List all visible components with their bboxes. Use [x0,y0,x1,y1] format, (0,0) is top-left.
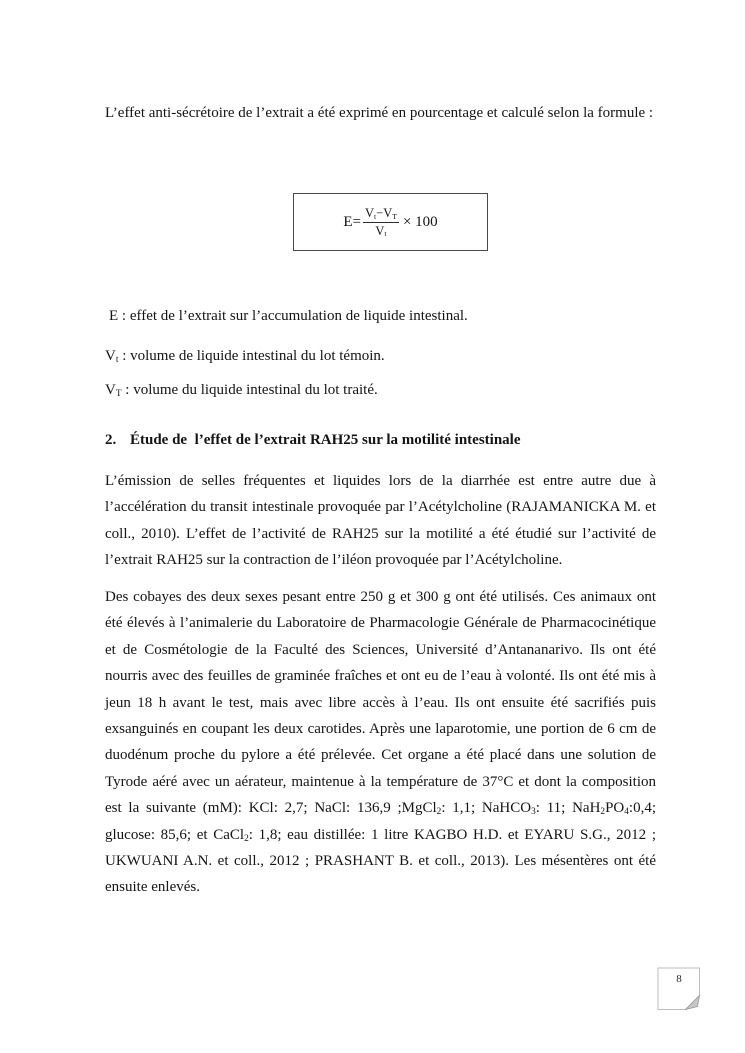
motility-paragraph: L’émission de selles fréquentes et liquides lors de la diarrhée est entre autre due à l’accélération du transit intestinale provoquée par l’Acétylcholine (RAJAMANICKA M. et coll., 2010). L’effet de l’activité de RAH25 sur la motilité a été étudié sur l’activité de l’extrait RAH25 sur la contraction de l’iléon provoquée par l’Acétylcholine. [105,473,656,569]
section-number: 2. [105,432,117,448]
formula-numerator: $V_t-V_T$ [364,206,397,221]
formula-denominator: $V_t$ [375,223,387,239]
methods-paragraph: Des cobayes des deux sexes pesant entre 250 g et 300 g ont été utilisés. Ces animaux ont été élevés à l’animalerie du Laboratoire de Pharmacologie Générale de Pharmacocinétique et de Cosmétologie de la Faculté des Sciences, Université d’Antananarivo. Ils ont été nourris avec des feuilles de graminée fraîches et ont eu de l’eau à volonté. Ils ont été mis à jeun 18 h avant le test, mais avec libre accès à l’eau. Ils ont ensuite été sacrifiés puis exsanguinés en coupant les deux carotides. Après une laparotomie, une portion de 6 cm de duodénum proche du pylore a été prélevée. Cet organe a été placé dans une solution de Tyrode aéré avec un aérateur, maintenue à la température de 37°C et dont la composition est la suivante (mM): KCl: 2,7; NaCl: 136,9 ;MgCl$_2$: 1,1; NaHCO$_3$: 11; $NaH_2PO_4:0,4$; glucose: 85,6; et CaCl$_2$: 1,8; eau distillée: 1 litre KAGBO H.D. et EYARU S.G., 2012 ; UKWUANI A.N. et coll., 2012 ; PRASHANT B. et coll., 2013). Les mésentères ont été ensuite enlevés. [105,589,656,896]
section-title: Étude de l’effet de l’extrait RAH25 sur la motilité intestinale [130,432,521,448]
definition-vt: $V_t$ : volume de liquide intestinal du lot témoin. [105,348,385,366]
definition-vT: $V_T$ : volume du liquide intestinal du lot traité. [105,382,378,400]
definition-e: E : effet de l’extrait sur l’accumulation de liquide intestinal. [109,308,468,324]
formula-multiplier: × 100 [402,213,438,230]
page-number-box [657,967,701,1011]
formula-lhs: E= [343,213,361,230]
page-number: 8 [676,973,682,985]
section-heading [105,427,656,453]
formula-fraction [363,206,399,238]
formula-box [293,193,488,251]
intro-paragraph: L’effet anti-sécrétoire de l’extrait a été exprimé en pourcentage et calculé selon la formule : [105,105,654,121]
